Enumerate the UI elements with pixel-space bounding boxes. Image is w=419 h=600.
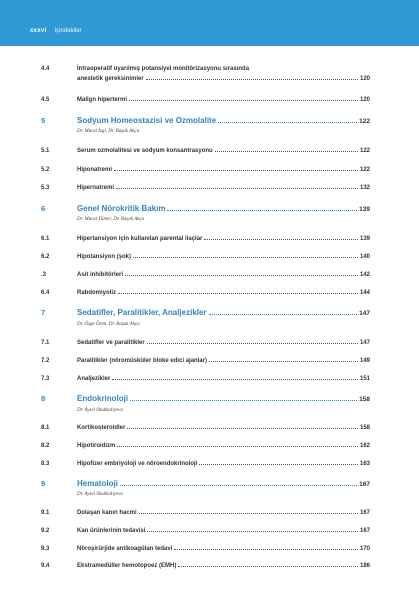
toc-entry-page: 147 bbox=[359, 340, 370, 346]
toc-entry-page: 122 bbox=[359, 167, 370, 173]
toc-entry-line bbox=[77, 443, 370, 449]
toc-entry-title: Hipernatremi bbox=[77, 185, 115, 191]
toc-entry-title: Kortikosteroidler bbox=[77, 425, 126, 431]
toc-entry-page: 167 bbox=[359, 510, 370, 516]
toc-entry-title: Hipotansiyon (şok) bbox=[77, 254, 132, 260]
toc-entry-page: 163 bbox=[359, 461, 370, 467]
dot-leader bbox=[218, 122, 357, 123]
toc-entry-number: 7.3 bbox=[41, 376, 50, 382]
header-page-number: xxxvi bbox=[30, 28, 47, 34]
dot-leader bbox=[167, 210, 357, 211]
toc-entry-line bbox=[77, 76, 370, 82]
toc-entry-line bbox=[77, 340, 370, 346]
chapter-title: Hematoloji bbox=[77, 479, 118, 488]
toc-entry-title: anestetik gereksinimler bbox=[77, 76, 144, 82]
toc-entry-line bbox=[77, 185, 370, 191]
toc-entry-page: 186 bbox=[359, 563, 370, 569]
toc-entry-page: 120 bbox=[359, 97, 370, 103]
chapter-page: 147 bbox=[359, 310, 370, 317]
dot-leader bbox=[127, 428, 358, 429]
toc-entry-page: 162 bbox=[359, 443, 370, 449]
toc-entry-number: 8.1 bbox=[41, 425, 50, 431]
toc-entry-number: 5.2 bbox=[41, 167, 50, 173]
toc-entry-title: Hipofizer embriyoloji ve nöroendokrinoloji bbox=[77, 461, 198, 467]
toc-entry-page: 140 bbox=[359, 254, 370, 260]
dot-leader bbox=[112, 379, 358, 380]
toc-entry-title: Rabdomiyoliz bbox=[77, 290, 117, 296]
toc-entry-line bbox=[77, 272, 370, 278]
chapter-authors: Dr. Özge Özen, Dr. Başak Akça bbox=[77, 322, 140, 327]
toc-entry-line bbox=[77, 510, 370, 516]
chapter-page: 139 bbox=[359, 206, 370, 213]
toc-entry-line bbox=[77, 358, 370, 364]
toc-entry-number: 6.1 bbox=[41, 236, 50, 242]
chapter-page: 158 bbox=[359, 396, 370, 403]
header-title: İçindekiler bbox=[54, 28, 82, 34]
dot-leader bbox=[209, 314, 358, 315]
toc-entry-line bbox=[77, 97, 370, 103]
toc-entry-page: 167 bbox=[359, 528, 370, 534]
toc-entry-number: 9.1 bbox=[41, 510, 50, 516]
chapter-authors: Dr. Aysel Shukhaliyeva bbox=[77, 492, 123, 497]
chapter-page: 122 bbox=[359, 118, 370, 125]
toc-entry-title: Hiponatremi bbox=[77, 167, 113, 173]
toc-entry-number: 6.2 bbox=[41, 254, 50, 260]
toc-entry-page: 139 bbox=[359, 236, 370, 242]
chapter-number: 8 bbox=[41, 394, 46, 403]
toc-entry-page: 149 bbox=[359, 358, 370, 364]
toc-entry-line bbox=[77, 167, 370, 173]
toc-entry-page: 122 bbox=[359, 148, 370, 154]
dot-leader bbox=[130, 400, 357, 401]
toc-entry-number: 4.5 bbox=[41, 97, 50, 103]
dot-leader bbox=[114, 170, 358, 171]
toc-entry-line bbox=[77, 148, 370, 154]
chapter-title: Sedatifler, Paralitikler, Analjezikler bbox=[77, 308, 207, 317]
toc-entry-number: 8.2 bbox=[41, 443, 50, 449]
dot-leader bbox=[209, 361, 358, 362]
toc-entry-title: Asit inhibitörleri bbox=[77, 272, 124, 278]
toc-entry-title: Hipertansiyon için kullanılan parental ilaçlar bbox=[77, 236, 203, 242]
toc-entry-title: Kan ürünlerinin tedavisi bbox=[77, 528, 146, 534]
dot-leader bbox=[147, 531, 358, 532]
toc-entry-line bbox=[77, 425, 370, 431]
toc-entry-title: Ekstramedüller hemotopoez (EMH) bbox=[77, 563, 177, 569]
toc-entry-number: 4.4 bbox=[41, 66, 50, 72]
toc-entry-line bbox=[77, 236, 370, 242]
chapter-authors: Dr. Aysel Shukhaliyeva bbox=[77, 408, 123, 413]
toc-entry-page: 158 bbox=[359, 425, 370, 431]
toc-entry-line bbox=[77, 254, 370, 260]
toc-entry-number: .3 bbox=[41, 272, 47, 278]
chapter-authors: Dr. Murat Tümer, Dr. Başak Akça bbox=[77, 217, 145, 222]
chapter-authors: Dr. Murat İzgi, Dr. Başak Akça bbox=[77, 129, 140, 134]
chapter-line bbox=[77, 116, 370, 125]
toc-entry-title: Serum ozmolalitesi ve sodyum konsantrasyonu bbox=[77, 148, 213, 154]
toc-entry-line bbox=[77, 563, 370, 569]
dot-leader bbox=[129, 100, 358, 101]
dot-leader bbox=[125, 275, 358, 276]
toc-entry-number: 5.1 bbox=[41, 148, 50, 154]
toc-entry-line bbox=[77, 546, 370, 552]
toc-entry-number: 7.1 bbox=[41, 340, 50, 346]
toc-entry-number: 8.3 bbox=[41, 461, 50, 467]
chapter-number: 7 bbox=[41, 308, 46, 317]
toc-entry-title-line1: İntraoperatif uyarılmış potansiyel monitörizasyonu sırasında bbox=[77, 66, 250, 72]
chapter-page: 167 bbox=[359, 481, 370, 488]
chapter-title: Endokrinoloji bbox=[77, 394, 129, 403]
toc-entry-page: 142 bbox=[359, 272, 370, 278]
toc-entry-number: 7.2 bbox=[41, 358, 50, 364]
dot-leader bbox=[174, 549, 358, 550]
toc-entry-number: 9.3 bbox=[41, 546, 50, 552]
chapter-line bbox=[77, 394, 370, 403]
toc-entry-title: Sedatifler ve paralitikler bbox=[77, 340, 145, 346]
toc-entry-line bbox=[77, 376, 370, 382]
toc-entry-page: 120 bbox=[359, 76, 370, 82]
dot-leader bbox=[117, 446, 358, 447]
dot-leader bbox=[120, 485, 357, 486]
toc-entry-line bbox=[77, 528, 370, 534]
toc-entry-number: 6.4 bbox=[41, 290, 50, 296]
toc-entry-title: Analjezikler bbox=[77, 376, 111, 382]
chapter-number: 6 bbox=[41, 204, 46, 213]
toc-entry-title: Paralitikler (nöromüsküler bloke edici ajanlar) bbox=[77, 358, 208, 364]
dot-leader bbox=[133, 257, 358, 258]
chapter-line bbox=[77, 204, 370, 213]
dot-leader bbox=[199, 464, 358, 465]
toc-entry-title: Nöroşirürjide antikoagülan tedavi bbox=[77, 546, 173, 552]
chapter-title: Sodyum Homeostazisi ve Ozmolalite bbox=[77, 116, 217, 125]
toc-entry-page: 170 bbox=[359, 546, 370, 552]
toc-entry-title: Hipotiroidizm bbox=[77, 443, 116, 449]
chapter-number: 9 bbox=[41, 479, 46, 488]
toc-entry-number: 5.3 bbox=[41, 185, 50, 191]
dot-leader bbox=[215, 151, 358, 152]
dot-leader bbox=[204, 239, 358, 240]
toc-entry-title: Malign hipertermi bbox=[77, 97, 128, 103]
chapter-number: 5 bbox=[41, 116, 46, 125]
toc-entry-number: 9.4 bbox=[41, 563, 50, 569]
toc-entry-page: 144 bbox=[359, 290, 370, 296]
dot-leader bbox=[178, 566, 358, 567]
toc-entry-page: 132 bbox=[359, 185, 370, 191]
toc-entry-line bbox=[77, 290, 370, 296]
dot-leader bbox=[139, 513, 358, 514]
dot-leader bbox=[147, 343, 358, 344]
dot-leader bbox=[116, 188, 358, 189]
toc-entry-line bbox=[77, 461, 370, 467]
chapter-line bbox=[77, 479, 370, 488]
chapter-title: Genel Nörokritik Bakım bbox=[77, 204, 166, 213]
dot-leader bbox=[146, 79, 358, 80]
dot-leader bbox=[118, 293, 358, 294]
chapter-line bbox=[77, 308, 370, 317]
toc-entry-number: 9.2 bbox=[41, 528, 50, 534]
toc-entry-page: 151 bbox=[359, 376, 370, 382]
toc-entry-title: Dolaşan kanın hacmi bbox=[77, 510, 137, 516]
